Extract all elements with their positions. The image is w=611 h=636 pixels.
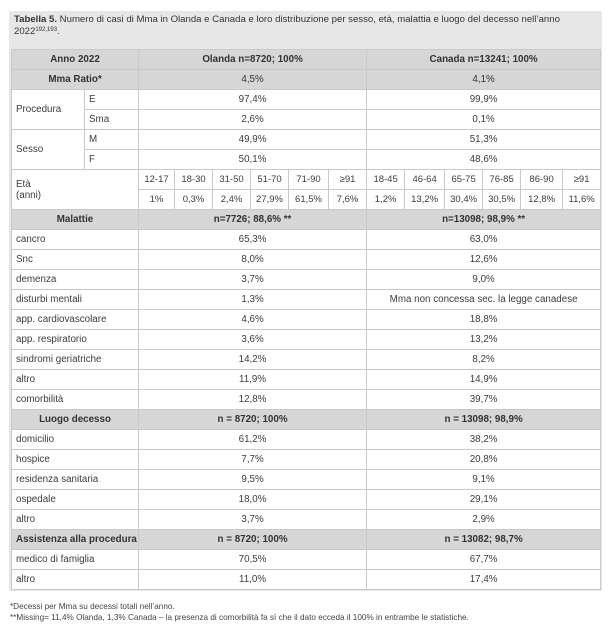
malattie-row-ca: 13,2% xyxy=(367,330,601,350)
eta-group-cell: 71-90 xyxy=(289,170,329,190)
luogo-row-ca: 38,2% xyxy=(367,430,601,450)
luogo-row-label: hospice xyxy=(12,450,139,470)
luogo-row-nl: 9,5% xyxy=(139,470,367,490)
assistenza-row xyxy=(12,570,601,590)
sesso-f-label: F xyxy=(85,150,139,170)
caption-text: Numero di casi di Mma in Olanda e Canada e loro distribuzione per sesso, età, malattia e luogo del decesso nell’anno 2022 xyxy=(14,14,560,37)
eta-value-cell: 61,5% xyxy=(289,190,329,210)
malattie-row-ca: 9,0% xyxy=(367,270,601,290)
caption-end: . xyxy=(57,26,60,37)
malattie-row xyxy=(12,270,601,290)
eta-group-cell: 51-70 xyxy=(251,170,289,190)
luogo-header-row xyxy=(12,410,601,430)
luogo-row xyxy=(12,430,601,450)
eta-value-cell: 2,4% xyxy=(213,190,251,210)
assistenza-header-row xyxy=(12,530,601,550)
malattie-row-label: sindromi geriatriche xyxy=(12,350,139,370)
eta-value-cell: 11,6% xyxy=(563,190,601,210)
malattie-label: Malattie xyxy=(12,210,139,230)
procedura-sma-row xyxy=(12,110,601,130)
eta-label xyxy=(12,170,139,210)
malattie-row-ca: 63,0% xyxy=(367,230,601,250)
assistenza-row-ca: 17,4% xyxy=(367,570,601,590)
malattie-row-nl: 8,0% xyxy=(139,250,367,270)
malattie-row-label: comorbilità xyxy=(12,390,139,410)
eta-group-cell: 86-90 xyxy=(521,170,563,190)
sesso-f-row xyxy=(12,150,601,170)
malattie-row xyxy=(12,330,601,350)
malattie-row-ca: 39,7% xyxy=(367,390,601,410)
luogo-row-ca: 9,1% xyxy=(367,470,601,490)
luogo-row-label: altro xyxy=(12,510,139,530)
luogo-row-label: domicilio xyxy=(12,430,139,450)
ca-header: Canada n=13241; 100% xyxy=(367,50,601,70)
eta-group-cell: 18-45 xyxy=(367,170,405,190)
malattie-row-ca: Mma non concessa sec. la legge canadese xyxy=(367,290,601,310)
nl-header: Olanda n=8720; 100% xyxy=(139,50,367,70)
luogo-row-ca: 29,1% xyxy=(367,490,601,510)
year-header: Anno 2022 xyxy=(12,50,139,70)
caption-refs: 192,193 xyxy=(35,27,58,33)
eta-group-cell: 18-30 xyxy=(175,170,213,190)
eta-label-line1: Età xyxy=(16,178,31,190)
assistenza-nl-total: n = 8720; 100% xyxy=(139,530,367,550)
eta-value-cell: 27,9% xyxy=(251,190,289,210)
sesso-f-ca: 48,6% xyxy=(367,150,601,170)
footnote-missing: **Missing= 11,4% Olanda, 1,3% Canada – la presenza di comorbilità fa sì che il dato ecceda il 100% in entrambe le statistiche. xyxy=(10,613,469,622)
luogo-row-nl: 18,0% xyxy=(139,490,367,510)
eta-group-cell: ≥91 xyxy=(563,170,601,190)
caption-label: Tabella 5. xyxy=(14,14,58,25)
luogo-row-nl: 61,2% xyxy=(139,430,367,450)
procedura-e-ca: 99,9% xyxy=(367,90,601,110)
eta-value-cell: 1,2% xyxy=(367,190,405,210)
eta-value-cell: 0,3% xyxy=(175,190,213,210)
ratio-nl: 4,5% xyxy=(139,70,367,90)
luogo-row-ca: 2,9% xyxy=(367,510,601,530)
malattie-row xyxy=(12,250,601,270)
sesso-label: Sesso xyxy=(12,130,85,170)
assistenza-row-nl: 70,5% xyxy=(139,550,367,570)
sesso-m-nl: 49,9% xyxy=(139,130,367,150)
malattie-row xyxy=(12,390,601,410)
sesso-m-ca: 51,3% xyxy=(367,130,601,150)
footnote-ratio: *Decessi per Mma su decessi totali nell’anno. xyxy=(10,602,175,611)
eta-group-cell: 12-17 xyxy=(139,170,175,190)
malattie-row-nl: 14,2% xyxy=(139,350,367,370)
eta-label-line2: (anni) xyxy=(16,189,42,201)
procedura-sma-nl: 2,6% xyxy=(139,110,367,130)
assistenza-row-nl: 11,0% xyxy=(139,570,367,590)
malattie-nl-total: n=7726; 88,6% ** xyxy=(139,210,367,230)
luogo-row xyxy=(12,450,601,470)
malattie-row-nl: 4,6% xyxy=(139,310,367,330)
ratio-label: Mma Ratio* xyxy=(12,70,139,90)
procedura-sma-ca: 0,1% xyxy=(367,110,601,130)
assistenza-ca-total: n = 13082; 98,7% xyxy=(367,530,601,550)
ratio-ca: 4,1% xyxy=(367,70,601,90)
eta-group-cell: ≥91 xyxy=(329,170,367,190)
luogo-ca-total: n = 13098; 98,9% xyxy=(367,410,601,430)
eta-value-cell: 12,8% xyxy=(521,190,563,210)
malattie-row-nl: 1,3% xyxy=(139,290,367,310)
malattie-row-nl: 12,8% xyxy=(139,390,367,410)
malattie-row xyxy=(12,350,601,370)
footnotes xyxy=(10,601,605,623)
ratio-row xyxy=(12,70,601,90)
header-row xyxy=(12,50,601,70)
eta-group-cell: 31-50 xyxy=(213,170,251,190)
malattie-row-label: cancro xyxy=(12,230,139,250)
eta-value-cell: 1% xyxy=(139,190,175,210)
malattie-row-ca: 14,9% xyxy=(367,370,601,390)
assistenza-row-label: medico di famiglia xyxy=(12,550,139,570)
procedura-label: Procedura xyxy=(12,90,85,130)
sesso-m-label: M xyxy=(85,130,139,150)
eta-group-cell: 65-75 xyxy=(445,170,483,190)
assistenza-row xyxy=(12,550,601,570)
malattie-row xyxy=(12,290,601,310)
malattie-ca-total: n=13098; 98,9% ** xyxy=(367,210,601,230)
malattie-row-label: app. respiratorio xyxy=(12,330,139,350)
malattie-row-ca: 8,2% xyxy=(367,350,601,370)
procedura-e-label: E xyxy=(85,90,139,110)
malattie-row-label: app. cardiovascolare xyxy=(12,310,139,330)
sesso-m-row xyxy=(12,130,601,150)
luogo-row-nl: 3,7% xyxy=(139,510,367,530)
malattie-row-label: altro xyxy=(12,370,139,390)
malattie-row-nl: 11,9% xyxy=(139,370,367,390)
malattie-row-ca: 18,8% xyxy=(367,310,601,330)
assistenza-label: Assistenza alla procedura xyxy=(12,530,139,550)
eta-value-cell: 30,5% xyxy=(483,190,521,210)
luogo-row-nl: 7,7% xyxy=(139,450,367,470)
table-caption xyxy=(14,14,594,38)
assistenza-row-ca: 67,7% xyxy=(367,550,601,570)
malattie-row-ca: 12,6% xyxy=(367,250,601,270)
eta-group-cell: 46-64 xyxy=(405,170,445,190)
eta-groups-row xyxy=(12,170,601,190)
procedura-e-nl: 97,4% xyxy=(139,90,367,110)
malattie-row-label: disturbi mentali xyxy=(12,290,139,310)
data-table xyxy=(11,49,601,590)
luogo-nl-total: n = 8720; 100% xyxy=(139,410,367,430)
luogo-row-ca: 20,8% xyxy=(367,450,601,470)
procedura-e-row xyxy=(12,90,601,110)
sesso-f-nl: 50,1% xyxy=(139,150,367,170)
malattie-row xyxy=(12,230,601,250)
luogo-row-label: residenza sanitaria xyxy=(12,470,139,490)
luogo-row-label: ospedale xyxy=(12,490,139,510)
malattie-row xyxy=(12,310,601,330)
malattie-row-nl: 3,7% xyxy=(139,270,367,290)
malattie-row-label: Snc xyxy=(12,250,139,270)
table-body xyxy=(12,50,601,590)
procedura-sma-label: Sma xyxy=(85,110,139,130)
malattie-row-nl: 65,3% xyxy=(139,230,367,250)
malattie-row-label: demenza xyxy=(12,270,139,290)
luogo-row xyxy=(12,510,601,530)
luogo-row xyxy=(12,470,601,490)
eta-group-cell: 76-85 xyxy=(483,170,521,190)
assistenza-row-label: altro xyxy=(12,570,139,590)
malattie-row-nl: 3,6% xyxy=(139,330,367,350)
malattie-row xyxy=(12,370,601,390)
eta-value-cell: 7,6% xyxy=(329,190,367,210)
malattie-header-row xyxy=(12,210,601,230)
eta-value-cell: 13,2% xyxy=(405,190,445,210)
luogo-label: Luogo decesso xyxy=(12,410,139,430)
luogo-row xyxy=(12,490,601,510)
eta-value-cell: 30,4% xyxy=(445,190,483,210)
